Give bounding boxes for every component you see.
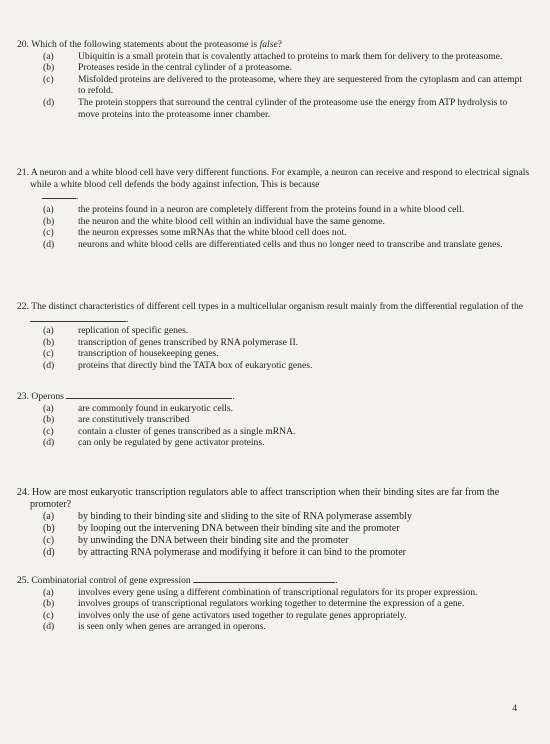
option-label: (c) [43, 425, 54, 437]
question-20 [0, 39, 550, 120]
option-c [0, 74, 550, 97]
option-label: (a) [43, 50, 54, 62]
option-b [0, 414, 550, 426]
option-text: the neuron expresses some mRNAs that the white blood cell does not. [78, 227, 347, 239]
option-label: (b) [43, 414, 55, 426]
question-24 [0, 487, 550, 558]
option-text: involves only the use of gene activators used together to regulate genes appropriately. [78, 609, 407, 621]
option-text: by binding to their binding site and sliding to the site of RNA polymerase assembly [78, 510, 412, 522]
option-text: Misfolded proteins are delivered to the proteasome, where they are sequestered from the cytoplasm and can attempt to refold. [78, 73, 523, 97]
answer-blank[interactable] [193, 574, 335, 583]
option-label: (d) [43, 96, 55, 108]
question-stem: 22. The distinct characteristics of different cell types in a multicellular organism result mainly from the differential regulation of the . [17, 301, 524, 325]
option-c [0, 535, 550, 547]
answer-blank[interactable] [30, 313, 126, 322]
option-label: (d) [43, 359, 55, 371]
option-b [0, 598, 550, 610]
option-label: (b) [43, 62, 55, 74]
stem-italic-text: false [259, 39, 278, 50]
question-stem [12, 167, 550, 190]
option-label: (c) [43, 534, 55, 546]
option-a [0, 403, 550, 415]
option-text: the proteins found in a neuron are completely different from the proteins found in a white blood cell. [78, 204, 465, 216]
option-label: (b) [43, 598, 55, 610]
option-text: The protein stoppers that surround the central cylinder of the proteasome use the energy from ATP hydrolysis to move proteins into the proteasome inner chamber. [78, 96, 508, 120]
option-c [0, 610, 550, 622]
option-c [0, 348, 550, 360]
option-text: involves every gene using a different combination of transcriptional regulators for its proper expression. [78, 586, 478, 598]
question-stem: 25. Combinatorial control of gene expression . [17, 575, 338, 586]
option-label: (c) [43, 348, 54, 360]
option-label: (c) [43, 227, 54, 239]
option-label: (a) [43, 510, 55, 522]
option-text: Proteases reside in the central cylinder of a proteasome. [78, 62, 292, 74]
option-label: (b) [43, 215, 55, 227]
stem-text: Operons [31, 391, 64, 402]
option-label: (d) [43, 621, 55, 633]
question-number: 22. [17, 301, 29, 312]
option-d [0, 621, 550, 633]
option-d [0, 239, 550, 251]
option-text: involves groups of transcriptional regulators working together to determine the expression of a gene. [78, 598, 465, 610]
answer-blank-line: . [0, 190, 550, 204]
option-label: (c) [43, 609, 54, 621]
option-d [0, 360, 550, 372]
option-c [0, 227, 550, 239]
stem-text: Which of the following statements about the proteasome is [31, 39, 260, 50]
option-text: by attracting RNA polymerase and modifying it before it can bind to the promoter [78, 546, 406, 558]
question-22 [0, 301, 550, 372]
option-text: Ubiquitin is a small protein that is covalently attached to proteins to mark them for delivery to the proteasome. [78, 50, 503, 62]
question-stem [12, 487, 550, 511]
question-number: 24. [17, 487, 30, 498]
option-a [0, 511, 550, 523]
option-c [0, 426, 550, 438]
option-d [0, 97, 550, 120]
option-text: neurons and white blood cells are differentiated cells and thus no longer need to transcribe and translate genes. [78, 238, 503, 250]
answer-blank[interactable] [66, 390, 232, 399]
option-b [0, 337, 550, 349]
option-label: (a) [43, 402, 54, 414]
option-a [0, 587, 550, 599]
question-stem [12, 39, 550, 51]
option-b [0, 523, 550, 535]
option-text: by unwinding the DNA between their binding site and the promoter [78, 534, 349, 546]
option-label: (c) [43, 73, 54, 85]
answer-blank[interactable] [42, 190, 76, 199]
question-21 [0, 167, 550, 251]
stem-text: A neuron and a white blood cell have very different functions. For example, a neuron can receive and respond to electrical signals while a white blood cell defends the body against infection. This is because [30, 167, 530, 190]
option-text: is seen only when genes are arranged in operons. [78, 621, 266, 633]
option-label: (b) [43, 522, 55, 534]
option-b [0, 62, 550, 74]
question-25 [0, 574, 550, 633]
option-d [0, 437, 550, 449]
stem-text: The distinct characteristics of different cell types in a multicellular organism result mainly from the differential regulation of the [31, 301, 524, 312]
page-number: 4 [512, 703, 517, 714]
option-label: (a) [43, 586, 54, 598]
option-d [0, 547, 550, 559]
question-number: 23. [17, 391, 29, 402]
option-label: (d) [43, 238, 55, 250]
option-text: by looping out the intervening DNA between their binding site and the promoter [78, 522, 400, 534]
stem-text-end: ? [277, 39, 282, 50]
option-a [0, 325, 550, 337]
stem-text: How are most eukaryotic transcription regulators able to affect transcription when their binding sites are far from the promoter? [30, 487, 500, 510]
option-b [0, 216, 550, 228]
option-text: are commonly found in eukaryotic cells. [78, 402, 234, 414]
option-text: can only be regulated by gene activator proteins. [78, 437, 265, 449]
option-text: the neuron and the white blood cell within an individual have the same genome. [78, 215, 385, 227]
option-text: transcription of housekeeping genes. [78, 348, 219, 360]
question-number: 21. [17, 167, 29, 178]
stem-text: Combinatorial control of gene expression [31, 575, 191, 586]
question-23 [0, 390, 550, 449]
option-label: (d) [43, 546, 55, 558]
option-a [0, 51, 550, 63]
option-text: contain a cluster of genes transcribed as a single mRNA. [78, 425, 296, 437]
option-a [0, 204, 550, 216]
question-number: 25. [17, 575, 29, 586]
option-text: replication of specific genes. [78, 325, 189, 337]
option-text: are constitutively transcribed [78, 414, 190, 426]
option-text: transcription of genes transcribed by RNA polymerase II. [78, 336, 299, 348]
option-label: (a) [43, 325, 54, 337]
question-number: 20. [17, 39, 29, 50]
option-text: proteins that directly bind the TATA box of eukaryotic genes. [78, 359, 313, 371]
question-stem: 23. Operons . [17, 391, 235, 402]
option-label: (b) [43, 336, 55, 348]
option-label: (a) [43, 204, 54, 216]
option-label: (d) [43, 437, 55, 449]
